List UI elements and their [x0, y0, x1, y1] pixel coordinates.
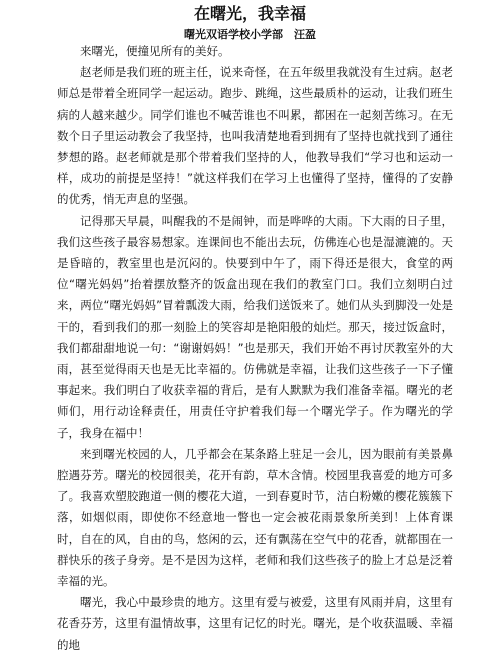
article-title: 在曙光，我幸福 — [193, 4, 306, 23]
paragraph-3: 记得那天早晨，叫醒我的不是闹钟，而是哗哗的大雨。下大雨的日子里，我们这些孩子最容易想家。连课间也不能出去玩，仿佛连心也是湿漉漉的。天是昏暗的，教室里也是沉闷的。快要到中午了，雨下得还是很大，食堂的两位“曙光妈妈”抬着摆放整齐的饭盒出现在我们的教室门口。我们立刻明白过来，两位“曙光妈妈”冒着瓢泼大雨，给我们送饭来了。她们从头到脚没一处是干的，看到我们的那一刻脸上的笑容却是艳阳般的灿烂。那天，接过饭盒时，我们都甜甜地说一句：“谢谢妈妈！”也是那天，我们开始不再讨厌教室外的大雨，甚至觉得雨天也是无比幸福的。仿佛就是幸福，让我们这些孩子一下子懂事起来。我们明白了收获幸福的背后，是有人默默为我们准备幸福。曙光的老师们，用行动诠释责任，用责任守护着我们每一个曙光学子。作为曙光的学子，我身在福中！ — [57, 213, 453, 440]
paragraph-5: 曙光，我心中最珍贵的地方。这里有爱与被爱，这里有风雨并肩，这里有花香芬芳，这里有温情故事，这里有记忆的时光。曙光，是个收获温暖、幸福的地 — [57, 595, 453, 652]
paragraph-4: 来到曙光校园的人，几乎都会在某条路上驻足一会儿，因为眼前有美景鼻腔遇芬芳。曙光的校园很美，花开有韵，草木含情。校园里我喜爱的地方可多了。我喜欢塑胶跑道一侧的樱花大道，一到春夏时节，洁白粉嫩的樱花簇簇下落，如烟似雨，即使你不经意地一瞥也一定会被花雨景象所美到！上体育课时，自在的风，自由的鸟，悠闲的云，还有飘荡在空气中的花香，就都围在一群快乐的孩子身旁。是不是因为这样，老师和我们这些孩子的脸上才总是泛着幸福的光。 — [57, 446, 453, 589]
paragraph-2: 赵老师是我们班的班主任，说来奇怪，在五年级里我就没有生过病。赵老师总是带着全班同学一起运动。跑步、跳绳，这些最质朴的运动，让我们班生病的人越来越少。同学们谁也不喊苦谁也不叫累，都困在一起刻苦练习。在无数个日子里运动教会了我坚持，也叫我清楚地看到拥有了坚持也就找到了通往梦想的路。赵老师就是那个带着我们坚持的人，他教导我们“学习也和运动一样，成功的前提是坚持！”就这样我们在学习上也懂得了坚持，懂得的了安静的优秀，悄无声息的坚强。 — [57, 65, 453, 207]
article-byline: 曙光双语学校小学部 汪盈 — [184, 28, 316, 41]
paragraph-1: 来曙光，便撞见所有的美好。 — [80, 44, 230, 58]
